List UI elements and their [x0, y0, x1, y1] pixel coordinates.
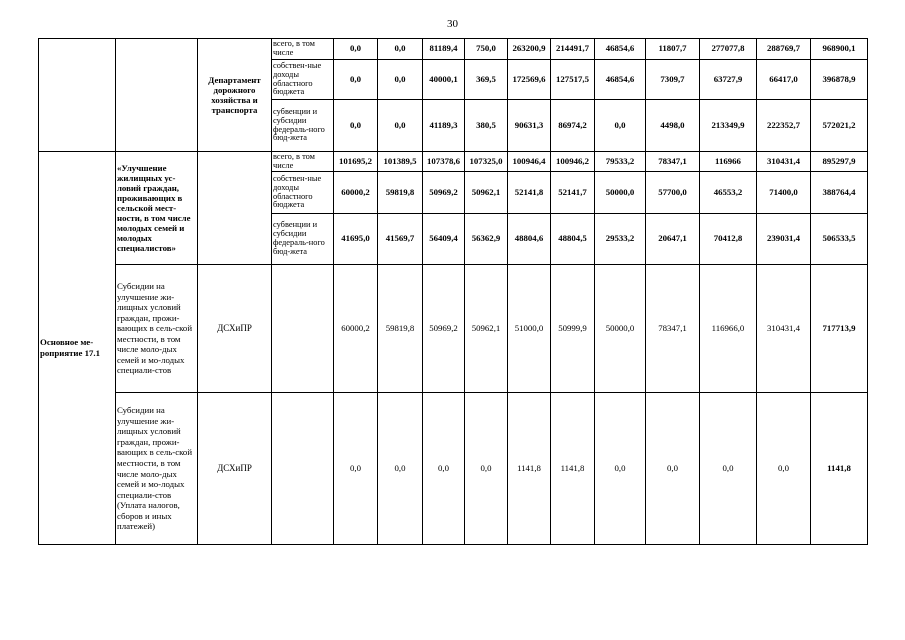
value-cell: 71400,0 — [757, 172, 811, 214]
source-total: всего, в том числе — [272, 152, 334, 172]
value-cell: 101695,2 — [334, 152, 378, 172]
table-row — [39, 265, 868, 393]
table-row — [39, 152, 868, 172]
value-cell: 66417,0 — [757, 60, 811, 100]
value-cell: 79533,2 — [595, 152, 646, 172]
value-cell: 0,0 — [465, 393, 508, 545]
value-cell: 0,0 — [378, 393, 423, 545]
source-own: собствен-ные доходы областного бюджета — [272, 60, 334, 100]
value-cell: 52141,7 — [551, 172, 595, 214]
table-row — [39, 39, 868, 60]
value-cell: 11807,7 — [646, 39, 700, 60]
value-cell: 107325,0 — [465, 152, 508, 172]
value-cell: 380,5 — [465, 100, 508, 152]
value-cell: 46854,6 — [595, 60, 646, 100]
value-cell: 0,0 — [646, 393, 700, 545]
value-cell: 369,5 — [465, 60, 508, 100]
value-cell: 29533,2 — [595, 214, 646, 265]
value-cell: 48804,5 — [551, 214, 595, 265]
value-cell: 86974,2 — [551, 100, 595, 152]
value-cell: 56362,9 — [465, 214, 508, 265]
value-cell: 0,0 — [334, 100, 378, 152]
value-cell: 50000,0 — [595, 172, 646, 214]
value-cell: 60000,2 — [334, 265, 378, 393]
value-cell: 50999,9 — [551, 265, 595, 393]
value-cell: 46553,2 — [700, 172, 757, 214]
value-cell: 7309,7 — [646, 60, 700, 100]
value-cell: 288769,7 — [757, 39, 811, 60]
value-cell: 0,0 — [334, 60, 378, 100]
value-cell: 213349,9 — [700, 100, 757, 152]
value-cell: 239031,4 — [757, 214, 811, 265]
value-cell: 70412,8 — [700, 214, 757, 265]
value-cell: 0,0 — [334, 39, 378, 60]
value-cell: 81189,4 — [423, 39, 465, 60]
value-cell: 0,0 — [595, 393, 646, 545]
value-cell: 78347,1 — [646, 152, 700, 172]
page-number: 30 — [447, 18, 458, 30]
value-cell: 895297,9 — [811, 152, 868, 172]
value-cell: 116966,0 — [700, 265, 757, 393]
value-cell: 46854,6 — [595, 39, 646, 60]
value-cell: 116966 — [700, 152, 757, 172]
value-cell: 310431,4 — [757, 265, 811, 393]
value-cell: 59819,8 — [378, 172, 423, 214]
source-empty — [272, 393, 334, 545]
source-empty — [272, 265, 334, 393]
value-cell: 717713,9 — [811, 265, 868, 393]
value-cell: 263200,9 — [508, 39, 551, 60]
value-cell: 0,0 — [378, 60, 423, 100]
value-cell: 41695,0 — [334, 214, 378, 265]
value-cell: 396878,9 — [811, 60, 868, 100]
value-cell: 506533,5 — [811, 214, 868, 265]
value-cell: 48804,6 — [508, 214, 551, 265]
value-cell: 100946,2 — [551, 152, 595, 172]
value-cell: 60000,2 — [334, 172, 378, 214]
subsidy-description: Субсидии на улучшение жи-лищных условий граждан, прожи-вающих в сель-ской местности, в том числе моло-дых семей и мо-лодых специали-стов (Уплата налогов, сборов и иных платежей) — [116, 393, 198, 545]
subsidy-executor: ДСХиПР — [198, 265, 272, 393]
value-cell: 968900,1 — [811, 39, 868, 60]
value-cell: 0,0 — [757, 393, 811, 545]
value-cell: 50969,2 — [423, 265, 465, 393]
value-cell: 127517,5 — [551, 60, 595, 100]
value-cell: 20647,1 — [646, 214, 700, 265]
value-cell: 51000,0 — [508, 265, 551, 393]
value-cell: 41189,3 — [423, 100, 465, 152]
value-cell: 4498,0 — [646, 100, 700, 152]
executor-empty — [198, 152, 272, 265]
value-cell: 59819,8 — [378, 265, 423, 393]
value-cell: 52141,8 — [508, 172, 551, 214]
value-cell: 56409,4 — [423, 214, 465, 265]
name-cell-top — [116, 39, 198, 152]
value-cell: 310431,4 — [757, 152, 811, 172]
value-cell: 50962,1 — [465, 265, 508, 393]
value-cell: 0,0 — [334, 393, 378, 545]
value-cell: 101389,5 — [378, 152, 423, 172]
executor-department: Департамент дорожного хозяйства и транспорта — [198, 39, 272, 152]
table-row — [39, 393, 868, 545]
value-cell: 572021,2 — [811, 100, 868, 152]
value-cell: 750,0 — [465, 39, 508, 60]
subsidy-executor: ДСХиПР — [198, 393, 272, 545]
budget-table — [38, 38, 868, 545]
value-cell: 1141,8 — [811, 393, 868, 545]
value-cell: 107378,6 — [423, 152, 465, 172]
value-cell: 90631,3 — [508, 100, 551, 152]
value-cell: 100946,4 — [508, 152, 551, 172]
value-cell: 0,0 — [378, 100, 423, 152]
value-cell: 0,0 — [378, 39, 423, 60]
measure-name: «Улучшение жилищных ус-ловий граждан, проживающих в сельской мест-ности, в том числе молодых семей и молодых специалистов» — [116, 152, 198, 265]
value-cell: 40000,1 — [423, 60, 465, 100]
measure-label: Основное ме-роприятие 17.1 — [39, 152, 116, 545]
value-cell: 222352,7 — [757, 100, 811, 152]
value-cell: 0,0 — [423, 393, 465, 545]
value-cell: 172569,6 — [508, 60, 551, 100]
value-cell: 50000,0 — [595, 265, 646, 393]
measure-label-cell-top — [39, 39, 116, 152]
value-cell: 214491,7 — [551, 39, 595, 60]
value-cell: 0,0 — [595, 100, 646, 152]
source-federal: субвенции и субсидии федераль-ного бюд-жета — [272, 214, 334, 265]
value-cell: 0,0 — [700, 393, 757, 545]
value-cell: 277077,8 — [700, 39, 757, 60]
value-cell: 1141,8 — [551, 393, 595, 545]
value-cell: 50962,1 — [465, 172, 508, 214]
value-cell: 41569,7 — [378, 214, 423, 265]
value-cell: 78347,1 — [646, 265, 700, 393]
source-total: всего, в том числе — [272, 39, 334, 60]
source-federal: субвенции и субсидии федераль-ного бюд-жета — [272, 100, 334, 152]
value-cell: 57700,0 — [646, 172, 700, 214]
value-cell: 1141,8 — [508, 393, 551, 545]
subsidy-description: Субсидии на улучшение жи-лищных условий граждан, прожи-вающих в сель-ской местности, в том числе моло-дых семей и мо-лодых специали-стов — [116, 265, 198, 393]
source-own: собствен-ные доходы областного бюджета — [272, 172, 334, 214]
value-cell: 388764,4 — [811, 172, 868, 214]
value-cell: 50969,2 — [423, 172, 465, 214]
value-cell: 63727,9 — [700, 60, 757, 100]
